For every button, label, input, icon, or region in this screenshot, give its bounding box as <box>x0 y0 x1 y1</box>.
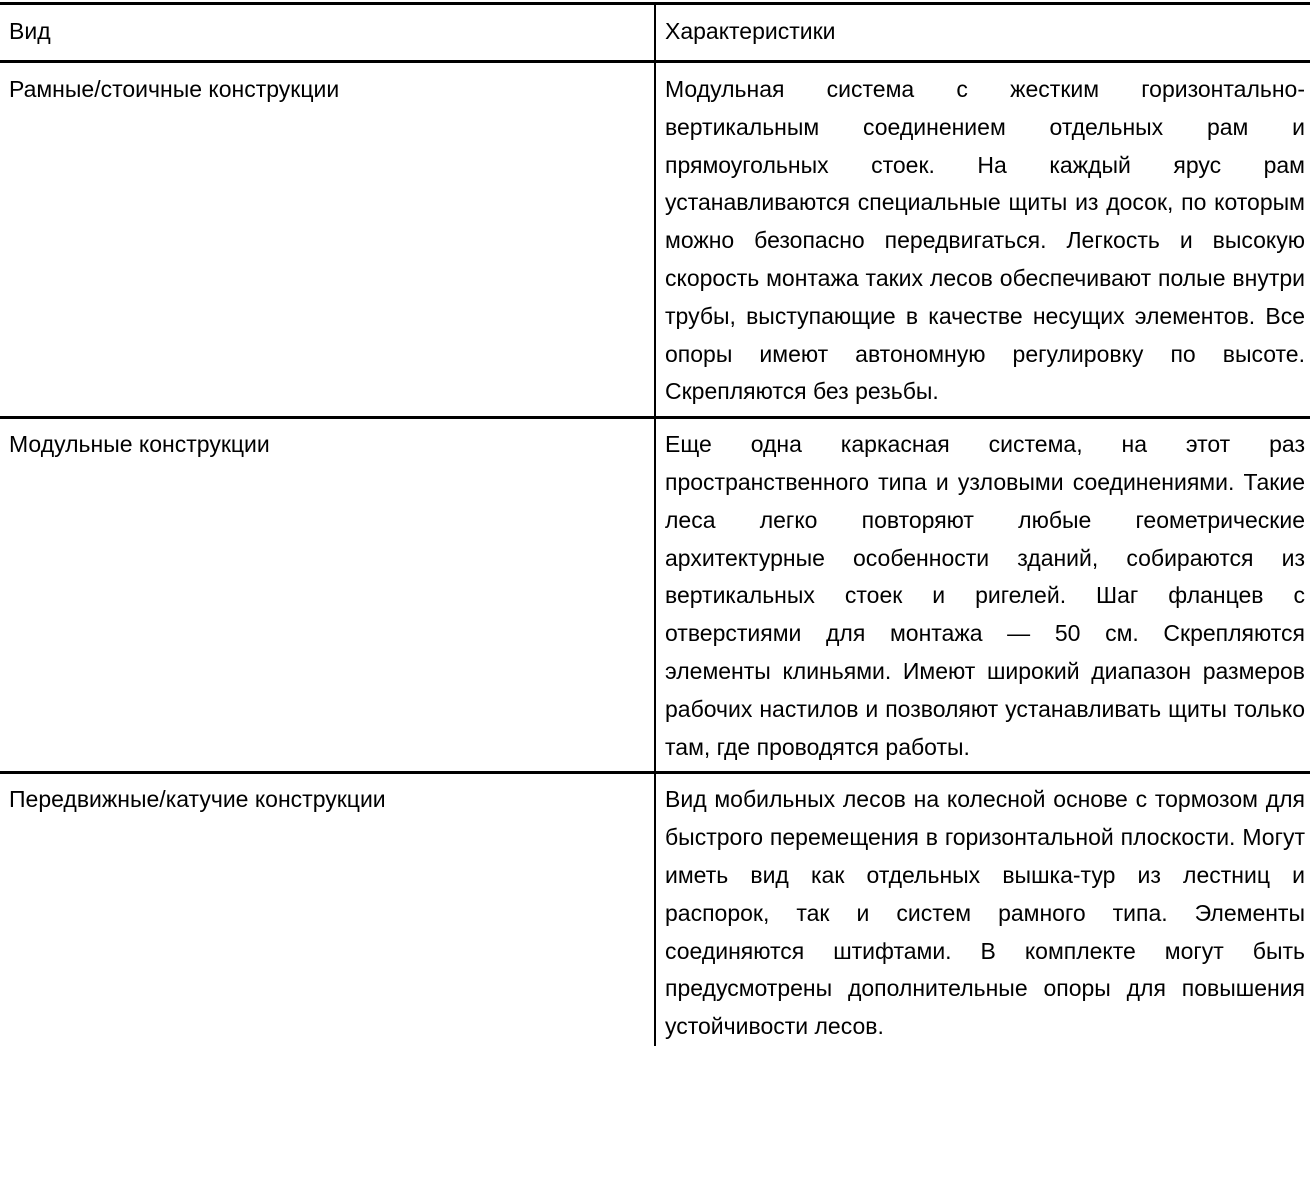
table-row <box>0 773 1310 1046</box>
header-type-label: Вид <box>9 18 51 44</box>
header-characteristics-label: Характеристики <box>665 18 836 44</box>
header-cell-characteristics <box>655 4 1310 62</box>
type-name: Рамные/стоичные конструкции <box>9 76 340 102</box>
description-cell <box>655 773 1310 1046</box>
type-cell <box>0 418 655 773</box>
type-name: Модульные конструкции <box>9 431 270 458</box>
type-description: Вид мобильных лесов на колесной основе с тормозом для быстрого перемещения в горизонтальной плоскости. Могут иметь вид как отдельных вышка-тур из лестниц и распорок, так и систем рамного типа. Элементы соединяются штифтами. В комплекте могут быть предусмотрены дополнительные опоры для повышения устойчивости лесов. <box>665 786 1305 1040</box>
type-description: Модульная система с жестким горизонтально-вертикальным соединением отдельных рам и прямоугольных стоек. На каждый ярус рам устанавливаются специальные щиты из досок, по которым можно безопасно передвигаться. Легкость и высокую скорость монтажа таких лесов обеспечивают полые внутри трубы, выступающие в качестве несущих элементов. Все опоры имеют автономную регулировку по высоте. Скрепляются без резьбы. <box>665 76 1305 405</box>
type-name: Передвижные/катучие конструкции <box>9 786 386 813</box>
scaffolding-types-table <box>0 2 1310 1046</box>
type-description: Еще одна каркасная система, на этот раз пространственного типа и узловыми соединениями. Такие леса легко повторяют любые геометрические архитектурные особенности зданий, собираются из вертикальных стоек и ригелей. Шаг фланцев с отверстиями для монтажа — 50 см. Скрепляются элементы клиньями. Имеют широкий диапазон размеров рабочих настилов и позволяют устанавливать щиты только там, где проводятся работы. <box>665 431 1305 760</box>
table-row <box>0 418 1310 773</box>
header-cell-type <box>0 4 655 62</box>
table-row <box>0 62 1310 418</box>
description-cell <box>655 62 1310 418</box>
type-cell <box>0 773 655 1046</box>
type-cell <box>0 62 655 418</box>
description-cell <box>655 418 1310 773</box>
table-header-row <box>0 4 1310 62</box>
